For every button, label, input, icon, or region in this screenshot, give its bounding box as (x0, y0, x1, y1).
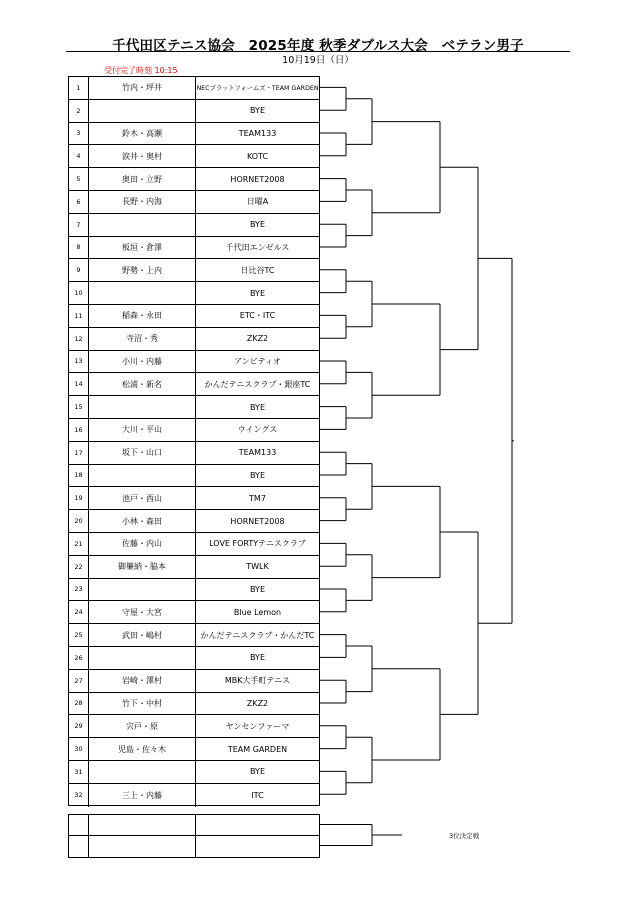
third-place-table (68, 814, 320, 858)
team-name: BYE (250, 288, 265, 298)
event-date: 10月19日（日） (282, 55, 354, 66)
team-name: TEAM133 (238, 448, 277, 458)
draw-number: 3 (69, 123, 89, 145)
team-name: BYE (250, 106, 265, 116)
draw-number: 2 (69, 100, 89, 122)
team-name: ウイングス (237, 425, 278, 435)
draw-number: 26 (69, 647, 89, 669)
team-name: かんだテニスクラブ・銀座TC (204, 379, 311, 389)
team-name: HORNET2008 (230, 516, 285, 526)
draw-number: 32 (69, 784, 89, 807)
draw-number: 16 (69, 419, 89, 441)
team-name: TEAM GARDEN (227, 744, 288, 754)
draw-number: 24 (69, 601, 89, 623)
draw-number: 19 (69, 487, 89, 509)
draw-number: 8 (69, 237, 89, 259)
draw-number: 5 (69, 168, 89, 190)
team-name: KOTC (246, 151, 269, 161)
player-names: 守屋・大宮 (89, 601, 196, 623)
team-name: Blue Lemon (233, 607, 282, 617)
player-names: 鈴木・高瀬 (89, 123, 196, 145)
player-names: 武田・嶋村 (89, 624, 196, 646)
player-names: 池戸・西山 (89, 487, 196, 509)
draw-number: 22 (69, 556, 89, 578)
player-names: 竹下・中村 (89, 693, 196, 715)
player-names: 長野・内海 (89, 191, 196, 213)
third-place-row (69, 836, 319, 857)
draw-number: 18 (69, 465, 89, 487)
player-names: 宍戸・原 (89, 715, 196, 737)
team-name: ヤンセンファーマ (225, 721, 290, 731)
team-name: アンビティオ (233, 356, 282, 366)
player-names: 御簾納・脇本 (89, 556, 196, 578)
draw-number: 30 (69, 738, 89, 760)
team-name: TM7 (249, 493, 266, 503)
team-name: 日曜A (246, 197, 269, 207)
player-names: 稲森・永田 (89, 305, 196, 327)
team-name: BYE (250, 402, 265, 412)
player-names: 小川・内藤 (89, 351, 196, 373)
player-names: 小林・森田 (89, 510, 196, 532)
draw-number: 7 (69, 214, 89, 236)
draw-number: 28 (69, 693, 89, 715)
draw-number: 6 (69, 191, 89, 213)
draw-number: 13 (69, 351, 89, 373)
team-name: ITC (251, 790, 264, 800)
draw-number: 11 (69, 305, 89, 327)
team-name: NECプラットフォームズ・TEAM GARDEN (196, 85, 319, 93)
player-names: 岩崎・澤村 (89, 670, 196, 692)
draw-number: 17 (69, 442, 89, 464)
draw-number: 23 (69, 579, 89, 601)
player-names: 松浦・新名 (89, 373, 196, 395)
draw-number (69, 815, 89, 835)
draw-number: 9 (69, 259, 89, 281)
player-names: 竹内・坪井 (89, 77, 196, 99)
team-name: LOVE FORTYテニスクラブ (209, 539, 306, 549)
player-names: 佐藤・内山 (89, 533, 196, 555)
player-names: 大川・平山 (89, 419, 196, 441)
team-name: BYE (250, 220, 265, 230)
draw-number: 10 (69, 282, 89, 304)
third-place-label: 3位決定戦 (449, 832, 480, 840)
team-name: BYE (250, 584, 265, 594)
team-name: BYE (250, 470, 265, 480)
draw-number (69, 836, 89, 857)
player-names: 児島・佐々木 (89, 738, 196, 760)
team-name: BYE (250, 653, 265, 663)
player-names (89, 815, 196, 835)
team-name: 千代田エンゼルス (225, 242, 290, 252)
draw-number: 4 (69, 145, 89, 167)
draw-number: 25 (69, 624, 89, 646)
page-title: 千代田区テニス協会 2025年度 秋季ダブルス大会 ベテラン男子 (112, 38, 524, 54)
draw-number: 12 (69, 328, 89, 350)
draw-number: 31 (69, 761, 89, 783)
player-names (89, 836, 196, 857)
team-name: 日比谷TC (240, 265, 275, 275)
player-names: 涙井・奥村 (89, 145, 196, 167)
third-place-row (69, 815, 319, 836)
team-name: ETC・ITC (239, 311, 276, 321)
player-names: 野勢・上内 (89, 259, 196, 281)
draw-number: 15 (69, 396, 89, 418)
team-name: TEAM133 (238, 128, 277, 138)
team-name: かんだテニスクラブ・かんだTC (200, 630, 315, 640)
team-name: BYE (250, 767, 265, 777)
draw-number: 1 (69, 77, 89, 99)
player-names: 三上・内藤 (89, 784, 196, 807)
player-names: 寺沼・秀 (89, 328, 196, 350)
draw-number: 27 (69, 670, 89, 692)
team-name: MBK大手町テニス (224, 676, 291, 686)
check-in-deadline: 受付完了時刻 10:15 (104, 66, 178, 75)
draw-number: 29 (69, 715, 89, 737)
draw-number: 14 (69, 373, 89, 395)
team-name: ZKZ2 (246, 334, 269, 344)
team-name: TWLK (246, 562, 269, 572)
player-names: 奥田・立野 (89, 168, 196, 190)
draw-number: 20 (69, 510, 89, 532)
draw-number: 21 (69, 533, 89, 555)
player-names: 板垣・倉澤 (89, 237, 196, 259)
team-name: HORNET2008 (230, 174, 285, 184)
team-name: ZKZ2 (246, 698, 269, 708)
team-name (196, 836, 319, 857)
player-names: 坂下・山口 (89, 442, 196, 464)
team-name (196, 815, 319, 835)
